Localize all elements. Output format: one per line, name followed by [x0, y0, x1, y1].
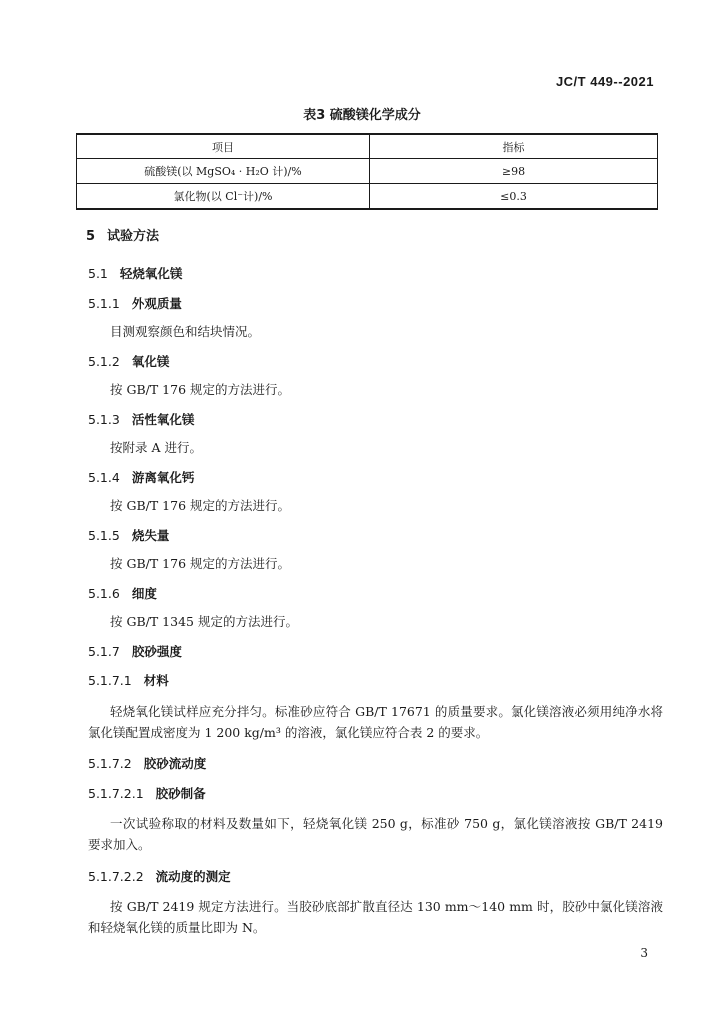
table-cell-item: 氯化物(以 Cl⁻计)/% — [77, 184, 370, 210]
paragraph: 按 GB/T 176 规定的方法进行。 — [110, 556, 290, 572]
paragraph: 按 GB/T 176 规定的方法进行。 — [110, 382, 290, 398]
paragraph: 目测观察颜色和结块情况。 — [110, 324, 261, 340]
section-heading: 5.1.6 细度 — [88, 585, 157, 601]
paragraph: 按 GB/T 176 规定的方法进行。 — [110, 498, 290, 514]
table-row — [77, 184, 658, 210]
section-heading: 5.1.7.2 胶砂流动度 — [88, 756, 207, 772]
paragraph: 轻烧氧化镁试样应充分拌匀。标准砂应符合 GB/T 17671 的质量要求。氯化镁溶液必须用纯净水将氯化镁配置成密度为 1 200 kg/m³ 的溶液，氯化镁应符合表 2 的要求。 — [88, 703, 663, 740]
document-body — [88, 228, 663, 939]
section-heading: 5.1.7.2.2 流动度的测定 — [88, 868, 231, 884]
table-header-row — [77, 134, 658, 159]
composition-table — [76, 133, 658, 210]
section-heading: 5.1.7.2.1 胶砂制备 — [88, 785, 206, 801]
section-heading: 5.1.1 外观质量 — [88, 295, 182, 311]
section-heading: 5.1 轻烧氧化镁 — [88, 266, 183, 282]
section-heading: 5.1.7.1 材料 — [88, 673, 169, 689]
table-caption: 表3 硫酸镁化学成分 — [303, 108, 421, 123]
table-header-spec: 指标 — [370, 134, 658, 159]
section-heading: 5.1.4 游离氧化钙 — [88, 469, 195, 485]
table-cell-spec: ≤0.3 — [370, 184, 658, 210]
section-heading: 5.1.7 胶砂强度 — [88, 643, 182, 659]
paragraph: 按附录 A 进行。 — [110, 440, 202, 456]
table-header-item: 项目 — [77, 134, 370, 159]
page-number: 3 — [640, 946, 648, 960]
paragraph: 按 GB/T 1345 规定的方法进行。 — [110, 614, 298, 630]
section-heading: 5.1.5 烧失量 — [88, 527, 170, 543]
paragraph: 一次试验称取的材料及数量如下，轻烧氧化镁 250 g，标准砂 750 g，氯化镁溶液按 GB/T 2419 要求加入。 — [88, 816, 663, 853]
table-row — [77, 159, 658, 184]
document-code: JC/T 449--2021 — [555, 74, 654, 89]
paragraph: 按 GB/T 2419 规定方法进行。当胶砂底部扩散直径达 130 mm～140 mm 时，胶砂中氯化镁溶液和轻烧氧化镁的质量比即为 N。 — [88, 899, 663, 936]
table-cell-item: 硫酸镁(以 MgSO₄ · H₂O 计)/% — [77, 159, 370, 184]
section-heading: 5 试验方法 — [86, 229, 160, 244]
table-cell-spec: ≥98 — [370, 159, 658, 184]
section-heading: 5.1.2 氧化镁 — [88, 353, 170, 369]
section-heading: 5.1.3 活性氧化镁 — [88, 411, 195, 427]
